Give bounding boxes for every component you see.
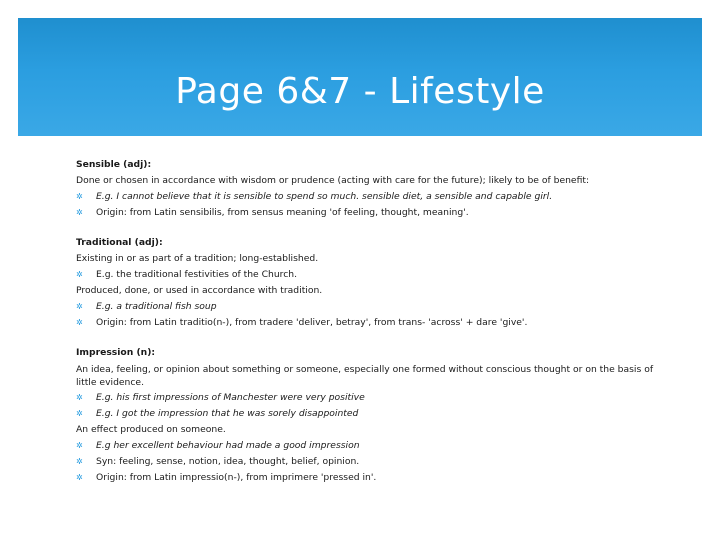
traditional-definition-1: Existing in or as part of a tradition; long-established.: [76, 253, 319, 264]
impression-origin: Origin: from Latin impressio(n-), from imprimere 'pressed in'.: [96, 472, 377, 483]
sensible-heading: Sensible (adj):: [76, 159, 152, 170]
asterisk-bullet-icon: ✲: [76, 393, 83, 402]
asterisk-bullet-icon: ✲: [76, 302, 83, 311]
traditional-example-2: E.g. a traditional fish soup: [96, 301, 217, 312]
impression-definition-1: An idea, feeling, or opinion about something or someone, especially one formed without conscious thought or on the basis of little evidence.: [76, 364, 654, 388]
asterisk-bullet-icon: ✲: [76, 409, 83, 418]
impression-example-1: E.g. his first impressions of Manchester were very positive: [96, 392, 365, 403]
list-item: [76, 299, 656, 315]
list-item: [76, 406, 656, 422]
asterisk-bullet-icon: ✲: [76, 318, 83, 327]
impression-heading: Impression (n):: [76, 347, 156, 358]
impression-synonyms: Syn: feeling, sense, notion, idea, thought, belief, opinion.: [96, 456, 360, 467]
list-item: [76, 438, 656, 454]
list-item: [76, 189, 656, 205]
sensible-example: E.g. I cannot believe that it is sensible to spend so much. sensible diet, a sensible and capable girl.: [96, 191, 553, 202]
list-item: [76, 205, 656, 221]
list-item: [76, 267, 656, 283]
asterisk-bullet-icon: ✲: [76, 192, 83, 201]
asterisk-bullet-icon: ✲: [76, 441, 83, 450]
traditional-definition-2: Produced, done, or used in accordance with tradition.: [76, 285, 323, 296]
slide-title: Page 6&7 - Lifestyle: [175, 71, 545, 112]
asterisk-bullet-icon: ✲: [76, 270, 83, 279]
list-item: [76, 470, 656, 486]
list-item: [76, 454, 656, 470]
slide-body: [76, 157, 656, 486]
impression-example-3: E.g her excellent behaviour had made a good impression: [96, 440, 360, 451]
list-item: [76, 390, 656, 406]
traditional-heading: Traditional (adj):: [76, 237, 163, 248]
list-item: [76, 315, 656, 331]
asterisk-bullet-icon: ✲: [76, 473, 83, 482]
traditional-origin: Origin: from Latin traditio(n-), from tradere 'deliver, betray', from trans- 'across' + dare 'give'.: [96, 317, 528, 328]
traditional-example-1: E.g. the traditional festivities of the Church.: [96, 269, 298, 280]
sensible-origin: Origin: from Latin sensibilis, from sensus meaning 'of feeling, thought, meaning'.: [96, 207, 469, 218]
impression-definition-2: An effect produced on someone.: [76, 424, 226, 435]
impression-example-2: E.g. I got the impression that he was sorely disappointed: [96, 408, 359, 419]
title-banner: [18, 18, 702, 136]
sensible-definition: Done or chosen in accordance with wisdom or prudence (acting with care for the future); likely to be of benefit:: [76, 175, 590, 186]
asterisk-bullet-icon: ✲: [76, 457, 83, 466]
asterisk-bullet-icon: ✲: [76, 208, 83, 217]
